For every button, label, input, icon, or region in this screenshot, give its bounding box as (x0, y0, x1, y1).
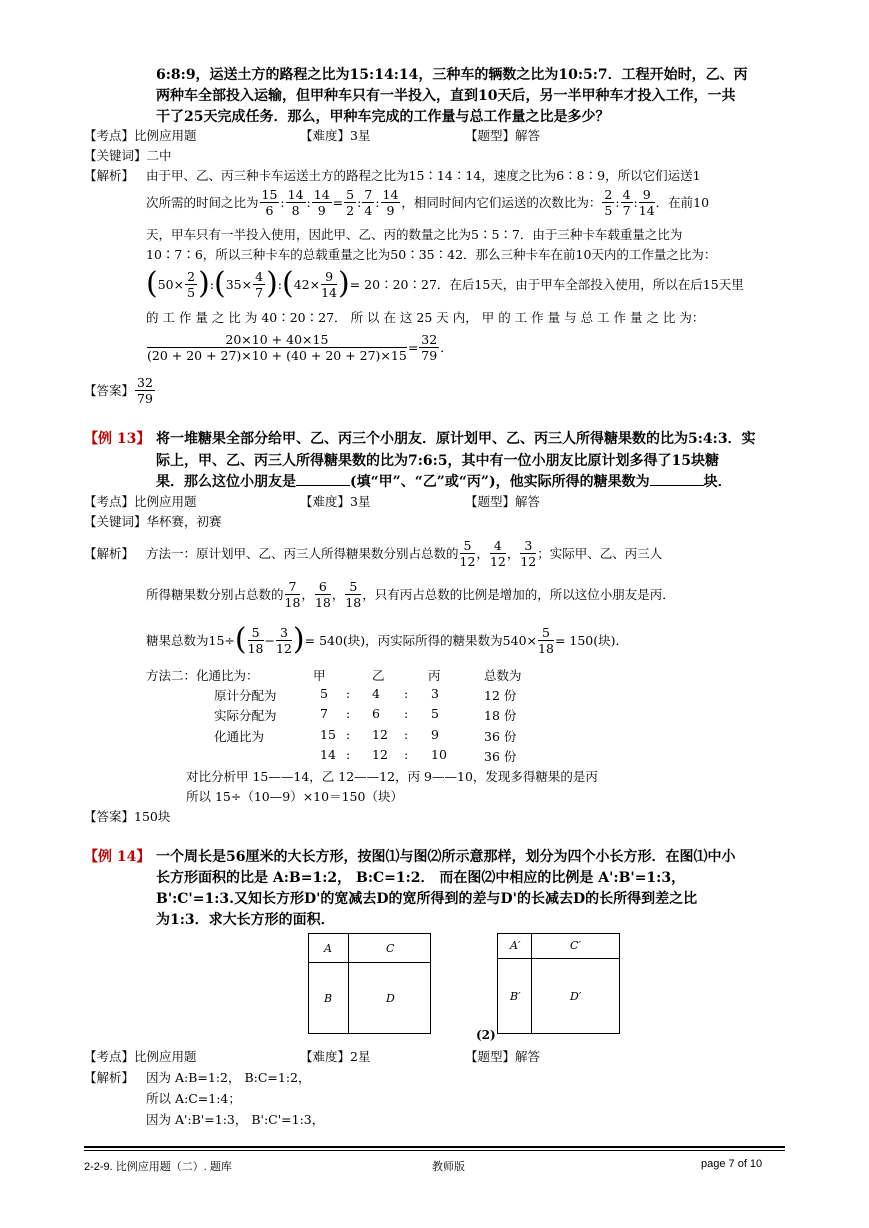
p13-s3-text-c: 块． (703, 474, 732, 490)
p13-m1-text-b: ；实际甲、乙、丙三人 (537, 546, 663, 561)
p13-table-row-label: 化通比为 (214, 729, 265, 744)
p13-header-yi: 乙 (372, 668, 385, 683)
p12-line5-text: = 20∶20∶27．在后15天，由于甲车全部投入使用，所以在后15天里 (349, 277, 744, 292)
p13-table-cell: 12 (372, 727, 388, 742)
p12-big-numerator: 20×10 + 40×15 (147, 332, 407, 348)
fig1-label-d: D (386, 992, 395, 1005)
p13-table-cell: 5 (320, 686, 328, 701)
footer-rule-thin (84, 1150, 785, 1151)
p13-table-cell: : (404, 727, 409, 742)
p14-analysis-label: 【解析】 (84, 1070, 135, 1085)
p12-analysis-final-fraction: $\frac{20\times 10 + 40\times 15}{(20 + 20 + 27)\times 10 + (40 + 20 + 27)\times 15}$ = $\frac{32}{79}$ ． (147, 331, 453, 363)
p13-table-cell: 3 (431, 686, 439, 701)
p13-blank-1[interactable] (296, 473, 350, 486)
p13-header-total: 总数为 (484, 668, 522, 683)
p13-table-cell: : (404, 747, 409, 762)
p14-tixing: 【题型】解答 (465, 1049, 541, 1064)
p13-table-row-label: 原计分配为 (214, 688, 277, 703)
p13-table-cell: 9 (431, 727, 439, 742)
p13-table-cell: 6 (372, 706, 380, 721)
fig1-label-b: B (324, 992, 333, 1005)
p13-table-cell: 36 份 (484, 729, 517, 744)
footer-left: 2-2-9. 比例应用题（二）. 题库 (84, 1161, 232, 1173)
fig2-label-a: A′ (510, 939, 521, 952)
p13-table-cell: 14 (320, 747, 336, 762)
p13-statement-line3 (156, 471, 732, 491)
p13-m3-text-b: = 540(块)，丙实际所得的糖果数为540× (304, 633, 538, 648)
p12-result-numerator: 32 (421, 331, 438, 347)
p13-tixing: 【题型】解答 (465, 494, 541, 509)
p14-analysis-line1: 因为 A:B=1:2， B:C=1:2， (146, 1070, 311, 1085)
p12-analysis-line2: 次所需的时间之比为 $\frac{15}{6}$ : $\frac{14}{8}$ : $\frac{14}{9}$ = $\frac{5}{2}$ : $\frac{7}{4}$ : $\frac{14}{9}$ ，相同时间内它们运送的次数比为： $\frac{2}{5}$ : $\frac{4}{7}$ : $\frac{9}{14}$ ．在前10 (146, 186, 710, 218)
p13-analysis-label: 【解析】 (84, 546, 135, 561)
figure-1-horizontal-divider (308, 962, 431, 963)
p13-method2-title: 方法二：化通比为： (146, 668, 259, 683)
p13-table-cell: 36 份 (484, 749, 517, 764)
p13-header-bing: 丙 (428, 668, 441, 683)
p13-table-cell: : (346, 727, 351, 742)
p12-keywords: 【关键词】二中 (84, 148, 172, 163)
p12-analysis-line5: ( 50× $\frac{2}{5}$ ) : ( 35× $\frac{4}{7}$ ) : ( 42× $\frac{9}{14}$ ) = 20∶20∶27．在后15天，由于甲车全部投入使用，所以在后15天里 (146, 266, 744, 301)
p12-nandu: 【难度】3星 (300, 128, 371, 143)
p14-statement-line4: 为1:3．求大长方形的面积． (156, 912, 335, 928)
p12-analysis-line3: 天，甲车只有一半投入使用，因此甲、乙、丙的数量之比为5∶5∶7．由于三种卡车载重量之比为 (146, 227, 683, 242)
figure-2-caption: (2) (476, 1028, 496, 1042)
p13-table-cell: : (346, 686, 351, 701)
p14-statement-line3: B':C'=1:3.又知长方形D'的宽减去D的宽所得到的差与D'的长减去D的长所得到差之比 (156, 891, 698, 907)
p13-statement-line1: 将一堆糖果全部分给甲、乙、丙三个小朋友．原计划甲、乙、丙三人所得糖果数的比为5:4:3．实 (156, 431, 756, 447)
figure-2-horizontal-divider (497, 958, 620, 959)
p13-m3-text-c: = 150(块)． (554, 633, 628, 648)
p12-answer-label: 【答案】 (84, 383, 135, 398)
p13-table-cell: 10 (431, 747, 447, 762)
p13-m2-text-b: ，只有丙占总数的比例是增加的，所以这位小朋友是丙． (362, 587, 675, 602)
figure-2-vertical-divider (531, 933, 532, 1034)
p12-answer-numerator: 32 (137, 374, 153, 390)
p13-table-row-label: 实际分配为 (214, 708, 277, 723)
p12-statement-line1: 6:8:9，运送土方的路程之比为15:14:14，三种车的辆数之比为10:5:7．工程开始时，乙、丙 (156, 67, 748, 83)
p13-analysis-line1: 【解析】 方法一：原计划甲、乙、丙三人所得糖果数分别占总数的 $\frac{5}{12}$ ， $\frac{4}{12}$ ， $\frac{3}{12}$ ；实际甲、乙、丙三人 (84, 537, 663, 569)
p12-line2-text-a: 次所需的时间之比为 (146, 195, 259, 210)
p13-kaodian: 【考点】比例应用题 (84, 494, 197, 509)
p12-result-denominator: 79 (421, 347, 438, 363)
p13-table-cell: 12 份 (484, 688, 517, 703)
p13-label: 【例 13】 (84, 431, 151, 447)
fig2-label-d: D′ (570, 990, 582, 1003)
p13-s3-text-a: 果．那么这位小朋友是 (156, 474, 296, 490)
p13-table-cell: 18 份 (484, 708, 517, 723)
p13-m1-text-a: 方法一：原计划甲、乙、丙三人所得糖果数分别占总数的 (146, 546, 459, 561)
p13-m3-text-a: 糖果总数为15÷ (146, 633, 235, 648)
p12-statement-line2: 两种车全部投入运输，但甲种车只有一半投入，直到10天后，另一半甲种车才投入工作，一共 (156, 88, 736, 104)
p12-kaodian: 【考点】比例应用题 (84, 128, 197, 143)
p12-tixing: 【题型】解答 (465, 128, 541, 143)
fig2-label-c: C′ (570, 939, 581, 952)
p13-table-cell: : (346, 747, 351, 762)
p13-conclusion: 所以 15÷（10—9）×10＝150（块） (186, 789, 403, 804)
p13-statement-line2: 际上，甲、乙、丙三人所得糖果数的比为7:6:5，其中有一位小朋友比原计划多得了15块糖 (156, 453, 720, 469)
p13-analysis-line3: 糖果总数为15÷ ( $\frac{5}{18}$ − $\frac{3}{12}$ ) = 540(块)，丙实际所得的糖果数为540× $\frac{5}{18}$ = 150(块)． (146, 622, 628, 657)
p14-analysis-line2: 所以 A:C=1:4； (146, 1091, 241, 1106)
p12-line2-text-b: ，相同时间内它们运送的次数比为： (401, 195, 602, 210)
p12-answer (84, 372, 156, 408)
footer-rule-thick (84, 1146, 785, 1148)
p12-answer-denominator: 79 (137, 390, 153, 406)
p12-big-denominator: (20 + 20 + 27)×10 + (40 + 20 + 27)×15 (147, 347, 407, 363)
p12-line2-text-c: ．在前10 (655, 195, 710, 210)
p13-table-cell: : (346, 706, 351, 721)
p13-answer: 【答案】150块 (84, 809, 171, 824)
p13-table-cell: : (404, 686, 409, 701)
footer-page-number: page 7 of 10 (701, 1158, 763, 1170)
p13-table-cell: 15 (320, 727, 336, 742)
p12-equals: = (407, 339, 419, 355)
p13-header-jia: 甲 (313, 668, 326, 683)
p12-statement-line3: 干了25天完成任务．那么，甲种车完成的工作量与总工作量之比是多少？ (156, 109, 610, 125)
p12-analysis-line6: 的 工 作 量 之 比 为 40∶20∶27． 所 以 在 这 25 天 内， 甲 的 工 作 量 与 总 工 作 量 之 比 为： (146, 310, 705, 325)
p13-table-cell: 7 (320, 706, 328, 721)
p12-analysis-line1: 由于甲、乙、丙三种卡车运送土方的路程之比为15∶14∶14，速度之比为6∶8∶9，所以它们运送1 (146, 168, 701, 183)
p13-table-cell: : (404, 706, 409, 721)
p13-table-cell: 4 (372, 686, 380, 701)
fig1-label-c: C (386, 942, 395, 955)
fig2-label-b: B′ (510, 990, 521, 1003)
p12-analysis-line4: 10∶7∶6，所以三种卡车的总载重量之比为50∶35∶42．那么三种卡车在前10天内的工作量之比为： (146, 247, 717, 262)
p13-table-cell: 12 (372, 747, 388, 762)
p12-analysis-label: 【解析】 (84, 168, 135, 183)
p14-label: 【例 14】 (84, 849, 151, 865)
p13-blank-2[interactable] (650, 473, 704, 486)
p13-compare: 对比分析甲 15——14，乙 12——12，丙 9——10，发现多得糖果的是丙 (186, 769, 598, 784)
figure-1-vertical-divider (348, 933, 349, 1034)
p14-kaodian: 【考点】比例应用题 (84, 1049, 197, 1064)
p13-analysis-line2: 所得糖果数分别占总数的 $\frac{7}{18}$ ， $\frac{6}{18}$ ， $\frac{5}{18}$ ，只有丙占总数的比例是增加的，所以这位小朋友是丙． (146, 578, 675, 610)
fig1-label-a: A (324, 942, 332, 955)
p14-nandu: 【难度】2星 (300, 1049, 371, 1064)
p14-statement-line2: 长方形面积的比是 A:B=1:2， B:C=1:2． 而在图⑵中相应的比例是 A':B'=1:3， (156, 870, 686, 886)
p13-s3-text-b: (填“甲”、“乙”或“丙”)，他实际所得的糖果数为 (350, 474, 650, 490)
p13-nandu: 【难度】3星 (300, 494, 371, 509)
p13-m2-text-a: 所得糖果数分别占总数的 (146, 587, 284, 602)
p13-table-cell: 5 (431, 706, 439, 721)
p14-statement-line1: 一个周长是56厘米的大长方形，按图⑴与图⑵所示意那样，划分为四个小长方形．在图⑴中小 (156, 849, 736, 865)
footer-center: 教师版 (432, 1161, 465, 1173)
p14-analysis-line3: 因为 A':B'=1:3， B':C'=1:3， (146, 1112, 325, 1127)
p13-keywords: 【关键词】华杯赛，初赛 (84, 514, 222, 529)
